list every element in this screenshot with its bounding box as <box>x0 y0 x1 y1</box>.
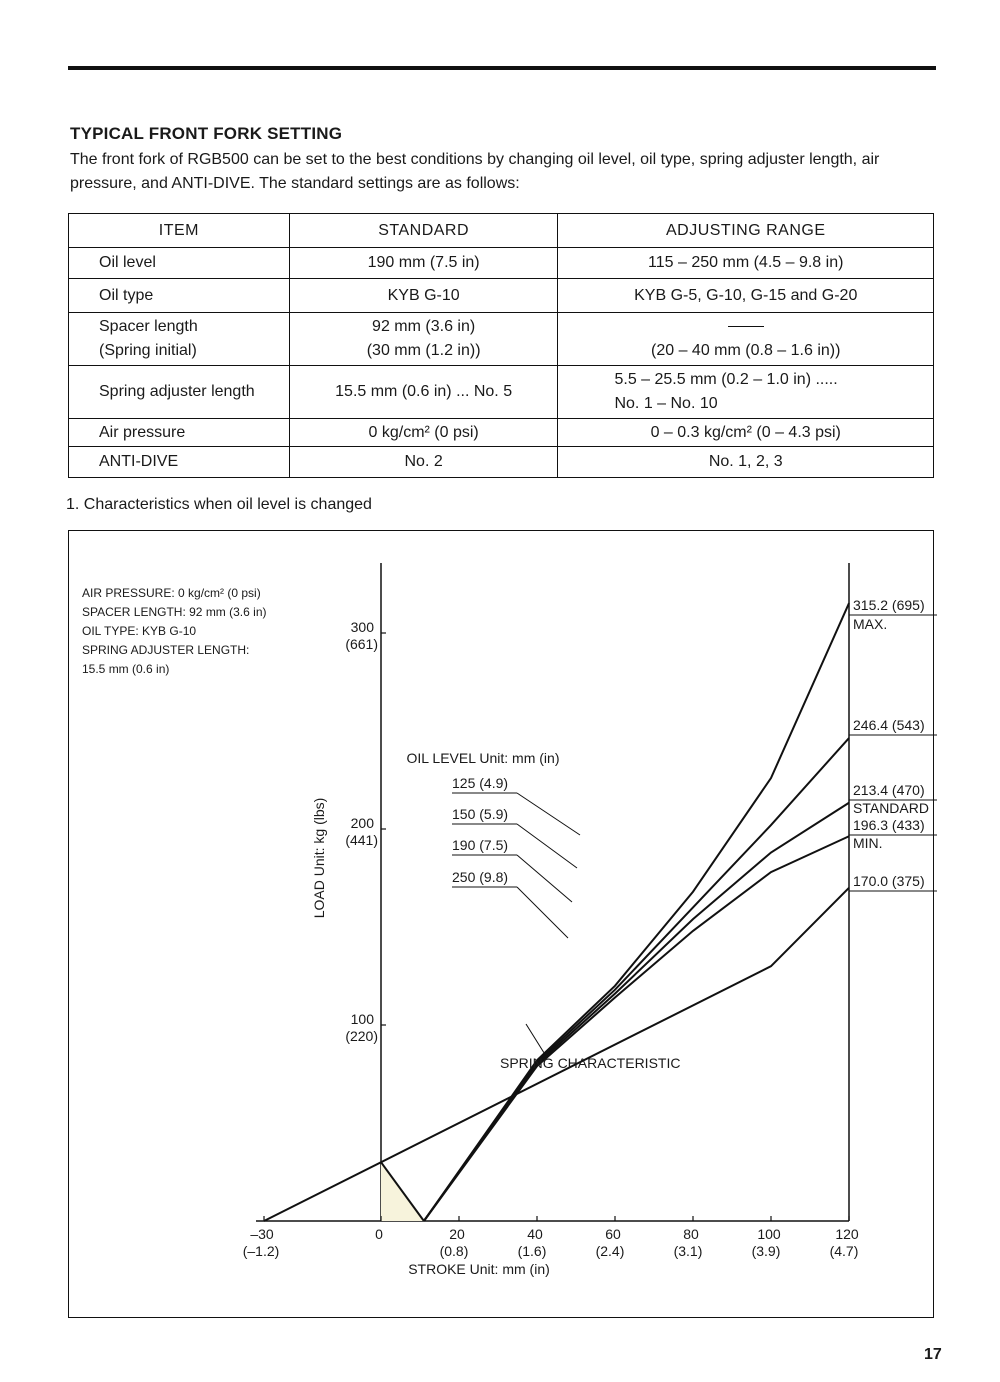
end-value-label: 315.2 (695) <box>853 597 925 613</box>
header-adjusting-range: ADJUSTING RANGE <box>558 214 934 248</box>
leader-line <box>517 793 580 835</box>
x-tick-label: 20 <box>449 1226 465 1242</box>
y-tick-label: 200 <box>350 815 374 831</box>
x-tick-label: 0 <box>375 1226 383 1242</box>
standard-text: 0 kg/cm² (0 psi) <box>368 423 479 441</box>
chart-section-label: 1. Characteristics when oil level is changed <box>66 496 372 513</box>
section-heading: TYPICAL FRONT FORK SETTING <box>70 124 343 143</box>
y-tick-label: 100 <box>350 1011 374 1027</box>
x-tick-label: 60 <box>605 1226 621 1242</box>
oil-level-curve <box>424 603 849 1221</box>
end-note-label: MIN. <box>853 835 883 851</box>
y-tick-sublabel: (441) <box>345 832 378 848</box>
y-axis-label: LOAD Unit: kg (lbs) <box>311 797 327 919</box>
range-text: KYB G-5, G-10, G-15 and G-20 <box>634 286 858 304</box>
end-value-label: 246.4 (543) <box>853 717 925 733</box>
condition-line: 15.5 mm (0.6 in) <box>82 662 170 676</box>
standard-text: KYB G-10 <box>387 286 460 304</box>
standard-text-sub: (30 mm (1.2 in)) <box>366 342 481 359</box>
item-text: Oil level <box>99 254 156 271</box>
oil-level-label: 125 (4.9) <box>452 775 509 791</box>
x-tick-label: 80 <box>683 1226 699 1242</box>
item-text: Oil type <box>99 286 154 304</box>
range-text-sub: No. 1 – No. 10 <box>614 395 718 412</box>
leader-line <box>526 1024 546 1056</box>
condition-line: AIR PRESSURE: 0 kg/cm² (0 psi) <box>82 586 261 600</box>
oil-level-curve <box>424 836 849 1221</box>
oil-level-label: 250 (9.8) <box>452 869 509 885</box>
x-tick-sublabel: (3.1) <box>673 1243 703 1259</box>
range-text-sub: (20 – 40 mm (0.8 – 1.6 in)) <box>651 342 841 359</box>
condition-line: SPRING ADJUSTER LENGTH: <box>82 643 250 657</box>
item-text: Spacer length <box>99 318 198 335</box>
x-tick-sublabel: (0.8) <box>439 1243 469 1259</box>
header-item: ITEM <box>69 214 290 248</box>
page-number: 17 <box>924 1346 942 1363</box>
range-text: 0 – 0.3 kg/cm² (0 – 4.3 psi) <box>650 423 841 441</box>
standard-text: No. 2 <box>404 453 443 470</box>
end-note-label: MAX. <box>853 616 888 632</box>
x-tick-label: 40 <box>527 1226 543 1242</box>
y-tick-sublabel: (661) <box>345 636 378 652</box>
leader-line <box>517 887 568 938</box>
x-tick-label: 120 <box>835 1226 859 1242</box>
spring-characteristic-label: SPRING CHARACTERISTIC <box>500 1055 681 1071</box>
standard-text: 15.5 mm (0.6 in) ... No. 5 <box>335 383 513 400</box>
x-tick-sublabel: (1.6) <box>517 1243 547 1259</box>
y-tick-label: 300 <box>350 619 374 635</box>
oil-level-label: 190 (7.5) <box>452 837 509 853</box>
item-text: ANTI-DIVE <box>99 453 179 470</box>
x-tick-label: 100 <box>757 1226 781 1242</box>
x-tick-sublabel: (–1.2) <box>242 1243 280 1259</box>
condition-line: SPACER LENGTH: 92 mm (3.6 in) <box>82 605 267 619</box>
y-tick-sublabel: (220) <box>345 1028 378 1044</box>
item-text-sub: (Spring initial) <box>99 342 197 359</box>
x-tick-sublabel: (2.4) <box>595 1243 625 1259</box>
oil-level-title: OIL LEVEL Unit: mm (in) <box>406 750 560 766</box>
intro-paragraph: The front fork of RGB500 can be set to the best conditions by changing oil level, oil type, spring adjuster length, air pressure, and ANTI-DIVE. The standard settings are as follows: <box>70 151 880 192</box>
x-axis-label: STROKE Unit: mm (in) <box>408 1261 550 1277</box>
end-value-label: 213.4 (470) <box>853 782 925 798</box>
x-tick-label: –30 <box>250 1226 274 1242</box>
oil-level-label: 150 (5.9) <box>452 806 509 822</box>
end-value-label: 196.3 (433) <box>853 817 925 833</box>
x-tick-sublabel: (3.9) <box>751 1243 781 1259</box>
standard-text: 190 mm (7.5 in) <box>367 254 480 271</box>
end-note-label: STANDARD <box>853 800 929 816</box>
range-text: No. 1, 2, 3 <box>708 453 783 470</box>
header-standard: STANDARD <box>289 214 558 248</box>
range-text: 115 – 250 mm (4.5 – 9.8 in) <box>648 254 844 271</box>
range-text: 5.5 – 25.5 mm (0.2 – 1.0 in) ..... <box>614 371 838 388</box>
condition-line: OIL TYPE: KYB G-10 <box>82 624 197 638</box>
end-value-label: 170.0 (375) <box>853 873 925 889</box>
standard-text: 92 mm (3.6 in) <box>372 318 476 335</box>
item-text: Spring adjuster length <box>99 383 255 400</box>
leader-line <box>517 824 577 868</box>
item-text: Air pressure <box>99 423 186 441</box>
x-tick-sublabel: (4.7) <box>829 1243 859 1259</box>
